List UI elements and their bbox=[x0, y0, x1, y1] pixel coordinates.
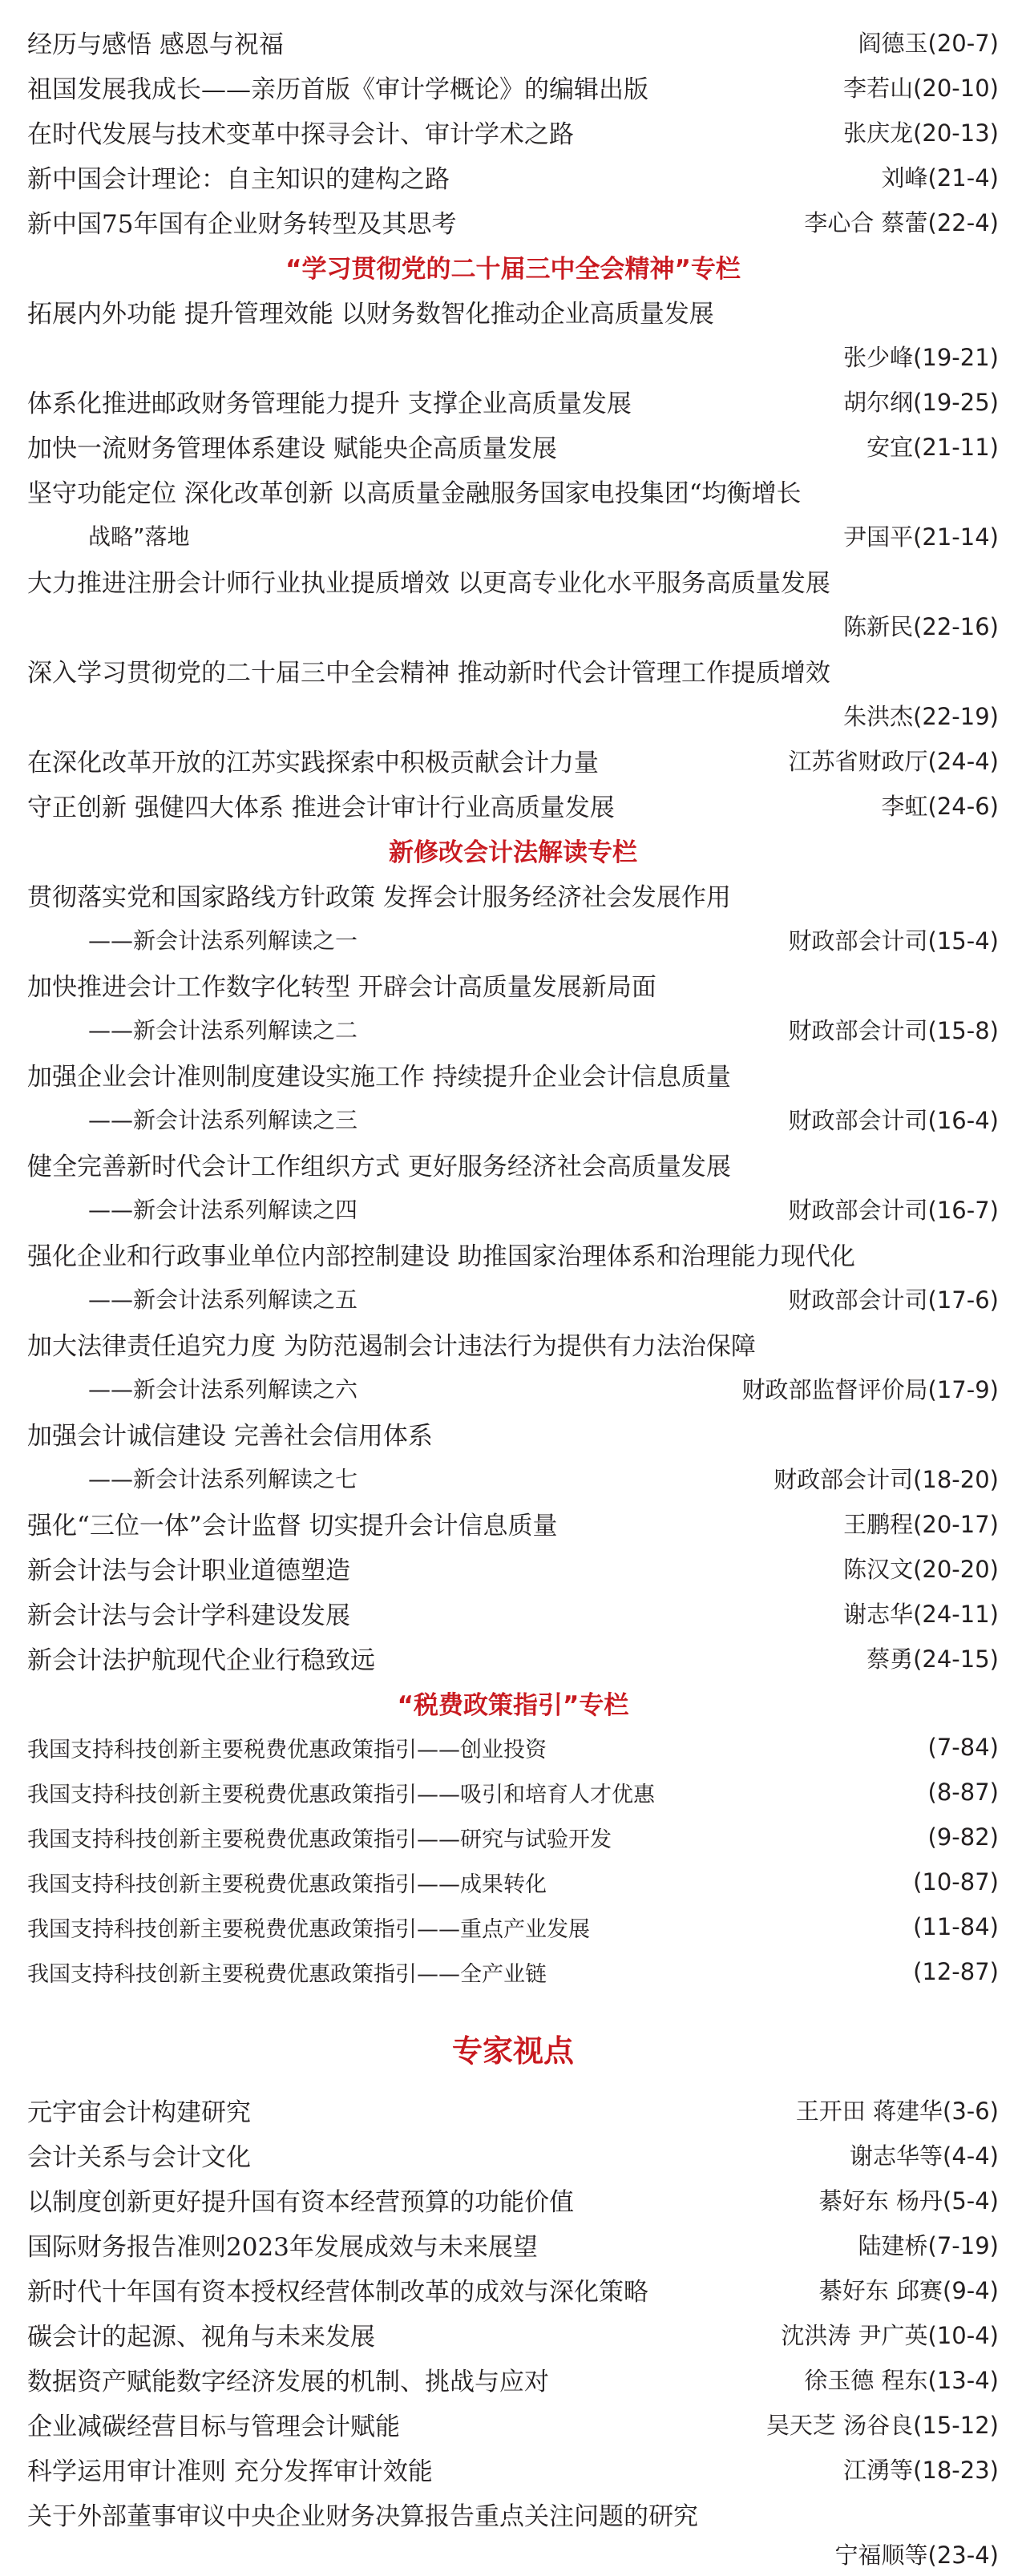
list-item bbox=[88, 1456, 999, 1500]
article-title: 数据资产赋能数字经济发展的机制、挑战与应对 bbox=[27, 2367, 549, 2396]
article-author: 綦好东 邱赛(9-4) bbox=[818, 2276, 999, 2304]
article-author: 徐玉德 程东(13-4) bbox=[804, 2366, 999, 2394]
article-title: 经历与感悟 感恩与祝福 bbox=[27, 30, 284, 59]
article-title: 深入学习贯彻党的二十届三中全会精神 推动新时代会计管理工作提质增效 bbox=[27, 658, 830, 688]
article-author: 綦好东 杨丹(5-4) bbox=[818, 2186, 999, 2215]
list-item bbox=[27, 2312, 999, 2356]
list-item bbox=[27, 423, 999, 468]
list-item bbox=[27, 1590, 999, 1635]
article-author: 谢志华等(4-4) bbox=[850, 2142, 999, 2170]
list-item bbox=[27, 19, 999, 64]
article-title: 祖国发展我成长——亲历首版《审计学概论》的编辑出版 bbox=[27, 75, 648, 104]
article-title: 我国支持科技创新主要税费优惠政策指引——成果转化 bbox=[27, 1871, 547, 1897]
list-item bbox=[27, 782, 999, 827]
article-author: 胡尔纲(19-25) bbox=[843, 388, 999, 416]
list-item bbox=[27, 2491, 999, 2536]
article-author: 安宜(21-11) bbox=[866, 433, 999, 461]
list-item bbox=[27, 1500, 999, 1545]
article-title: 科学运用审计准则 充分发挥审计效能 bbox=[27, 2457, 433, 2486]
section-heading-expert-views: 专家视点 bbox=[451, 2033, 574, 2069]
article-author: 财政部会计司(16-7) bbox=[788, 1196, 999, 1224]
article-title: 贯彻落实党和国家路线方针政策 发挥会计服务经济社会发展作用 bbox=[27, 882, 731, 912]
list-item bbox=[27, 1770, 999, 1815]
list-item bbox=[27, 2267, 999, 2312]
article-title: 我国支持科技创新主要税费优惠政策指引——吸引和培育人才优惠 bbox=[27, 1782, 655, 1807]
article-title: 新会计法护航现代企业行稳致远 bbox=[27, 1645, 375, 1675]
article-author: 陈汉文(20-20) bbox=[843, 1555, 999, 1583]
article-author: 江湧等(18-23) bbox=[843, 2456, 999, 2484]
article-title: 在深化改革开放的江苏实践探索中积极贡献会计力量 bbox=[27, 748, 599, 777]
list-item bbox=[27, 109, 999, 154]
article-title: 加快一流财务管理体系建设 赋能央企高质量发展 bbox=[27, 434, 557, 463]
list-item bbox=[27, 1949, 999, 1994]
list-item bbox=[27, 2087, 999, 2132]
list-item bbox=[27, 603, 999, 648]
article-title: 强化企业和行政事业单位内部控制建设 助推国家治理体系和治理能力现代化 bbox=[27, 1242, 855, 1271]
list-item bbox=[27, 468, 999, 513]
article-title: 元宇宙会计构建研究 bbox=[27, 2098, 251, 2127]
article-author: 李若山(20-10) bbox=[843, 74, 999, 102]
list-item bbox=[27, 64, 999, 109]
list-item bbox=[27, 558, 999, 603]
article-author: 王开田 蒋建华(3-6) bbox=[795, 2097, 999, 2125]
article-pages: (10-87) bbox=[913, 1868, 999, 1896]
article-title: 加强企业会计准则制度建设实施工作 持续提升企业会计信息质量 bbox=[27, 1062, 731, 1092]
article-author: 张少峰(19-21) bbox=[843, 343, 999, 371]
list-item bbox=[27, 154, 999, 199]
column-heading-tax-policy: “税费政策指引”专栏 bbox=[397, 1690, 629, 1720]
article-author: 朱洪杰(22-19) bbox=[843, 702, 999, 730]
article-author: 财政部监督评价局(17-9) bbox=[741, 1375, 999, 1403]
article-author: 王鹏程(20-17) bbox=[843, 1510, 999, 1538]
article-pages: (7-84) bbox=[927, 1734, 999, 1761]
list-item bbox=[88, 1007, 999, 1052]
article-author: 财政部会计司(15-8) bbox=[788, 1016, 999, 1044]
article-title: 新中国75年国有企业财务转型及其思考 bbox=[27, 209, 457, 239]
list-item bbox=[27, 2132, 999, 2177]
article-title: 体系化推进邮政财务管理能力提升 支撑企业高质量发展 bbox=[27, 389, 632, 418]
article-author: 蔡勇(24-15) bbox=[866, 1645, 999, 1673]
article-author: 财政部会计司(18-20) bbox=[774, 1465, 999, 1493]
list-item bbox=[27, 2531, 999, 2576]
list-item bbox=[27, 1411, 999, 1456]
list-item bbox=[27, 2222, 999, 2267]
article-pages: (9-82) bbox=[927, 1823, 999, 1851]
article-title: 我国支持科技创新主要税费优惠政策指引——重点产业发展 bbox=[27, 1916, 590, 1942]
column-heading-accounting-law: 新修改会计法解读专栏 bbox=[389, 838, 637, 867]
list-item bbox=[27, 1141, 999, 1186]
article-subtitle: ——新会计法系列解读之一 bbox=[88, 927, 358, 954]
article-title: 我国支持科技创新主要税费优惠政策指引——全产业链 bbox=[27, 1961, 547, 1987]
article-title: 国际财务报告准则2023年发展成效与未来展望 bbox=[27, 2232, 538, 2262]
article-title: 我国支持科技创新主要税费优惠政策指引——研究与试验开发 bbox=[27, 1827, 612, 1852]
list-item bbox=[27, 1815, 999, 1859]
article-subtitle: ——新会计法系列解读之五 bbox=[88, 1286, 358, 1313]
article-author: 吴天芝 汤谷良(15-12) bbox=[765, 2411, 999, 2439]
article-author: 刘峰(21-4) bbox=[881, 164, 999, 192]
article-author: 财政部会计司(16-4) bbox=[788, 1106, 999, 1134]
article-title: 守正创新 强健四大体系 推进会计审计行业高质量发展 bbox=[27, 793, 615, 822]
list-item bbox=[88, 1366, 999, 1411]
article-author: 张庆龙(20-13) bbox=[843, 119, 999, 147]
article-author: 陈新民(22-16) bbox=[843, 612, 999, 640]
article-author: 江苏省财政厅(24-4) bbox=[788, 747, 999, 775]
list-item bbox=[27, 1635, 999, 1680]
article-title: 加快推进会计工作数字化转型 开辟会计高质量发展新局面 bbox=[27, 972, 656, 1002]
list-item bbox=[27, 1231, 999, 1276]
article-title: 强化“三位一体”会计监督 切实提升会计信息质量 bbox=[27, 1511, 558, 1540]
article-author: 尹国平(21-14) bbox=[843, 523, 999, 551]
list-item bbox=[27, 1904, 999, 1949]
list-item bbox=[27, 1725, 999, 1770]
article-subtitle: ——新会计法系列解读之二 bbox=[88, 1017, 358, 1044]
article-author: 陆建桥(7-19) bbox=[858, 2231, 999, 2259]
list-item bbox=[27, 737, 999, 782]
article-title: 新会计法与会计职业道德塑造 bbox=[27, 1556, 350, 1585]
article-author: 谢志华(24-11) bbox=[843, 1600, 999, 1628]
article-title: 加强会计诚信建设 完善社会信用体系 bbox=[27, 1421, 433, 1451]
article-title: 大力推进注册会计师行业执业提质增效 以更高专业化水平服务高质量发展 bbox=[27, 568, 830, 598]
article-title: 以制度创新更好提升国有资本经营预算的功能价值 bbox=[27, 2187, 574, 2217]
article-title: 坚守功能定位 深化改革创新 以高质量金融服务国家电投集团“均衡增长 bbox=[27, 478, 802, 508]
list-item bbox=[88, 1276, 999, 1321]
article-title: 健全完善新时代会计工作组织方式 更好服务经济社会高质量发展 bbox=[27, 1152, 731, 1181]
column-heading-study-plenum: “学习贯彻党的二十届三中全会精神”专栏 bbox=[285, 254, 741, 284]
article-title: 关于外部董事审议中央企业财务决算报告重点关注问题的研究 bbox=[27, 2501, 698, 2531]
list-item bbox=[88, 513, 999, 558]
article-title: 加大法律责任追究力度 为防范遏制会计违法行为提供有力法治保障 bbox=[27, 1331, 756, 1361]
article-title: 新中国会计理论：自主知识的建构之路 bbox=[27, 164, 450, 194]
article-author: 财政部会计司(15-4) bbox=[788, 927, 999, 955]
article-title: 企业减碳经营目标与管理会计赋能 bbox=[27, 2412, 400, 2441]
article-author: 李心合 蔡蕾(22-4) bbox=[804, 208, 999, 236]
list-item bbox=[27, 692, 999, 737]
list-item bbox=[27, 1545, 999, 1590]
list-item bbox=[27, 648, 999, 692]
list-item bbox=[27, 1052, 999, 1096]
list-item bbox=[88, 1186, 999, 1231]
list-item bbox=[27, 378, 999, 423]
article-title: 会计关系与会计文化 bbox=[27, 2142, 251, 2172]
article-author: 宁福顺等(23-4) bbox=[834, 2541, 999, 2569]
list-item bbox=[27, 2446, 999, 2491]
article-title: 拓展内外功能 提升管理效能 以财务数智化推动企业高质量发展 bbox=[27, 299, 714, 329]
article-title: 新会计法与会计学科建设发展 bbox=[27, 1601, 350, 1630]
list-item bbox=[27, 1321, 999, 1366]
article-title: 我国支持科技创新主要税费优惠政策指引——创业投资 bbox=[27, 1737, 547, 1762]
article-pages: (8-87) bbox=[927, 1779, 999, 1806]
article-title: 碳会计的起源、视角与未来发展 bbox=[27, 2322, 375, 2352]
article-author: 财政部会计司(17-6) bbox=[788, 1286, 999, 1314]
article-title: 新时代十年国有资本授权经营体制改革的成效与深化策略 bbox=[27, 2277, 648, 2307]
article-subtitle: ——新会计法系列解读之六 bbox=[88, 1376, 358, 1403]
list-item bbox=[27, 199, 999, 244]
article-author: 阎德玉(20-7) bbox=[858, 29, 999, 57]
article-pages: (11-84) bbox=[913, 1913, 999, 1940]
list-item bbox=[27, 289, 999, 333]
list-item bbox=[27, 2177, 999, 2222]
list-item bbox=[27, 872, 999, 917]
list-item bbox=[27, 1859, 999, 1904]
list-item bbox=[27, 962, 999, 1007]
list-item bbox=[27, 2356, 999, 2401]
list-item bbox=[27, 333, 999, 378]
article-pages: (12-87) bbox=[913, 1958, 999, 1985]
article-subtitle: ——新会计法系列解读之三 bbox=[88, 1107, 358, 1133]
article-author: 沈洪涛 尹广英(10-4) bbox=[781, 2321, 999, 2349]
article-title: 在时代发展与技术变革中探寻会计、审计学术之路 bbox=[27, 119, 574, 149]
list-item bbox=[27, 2401, 999, 2446]
list-item bbox=[88, 917, 999, 962]
article-subtitle: ——新会计法系列解读之四 bbox=[88, 1197, 358, 1223]
article-title-continued: 战略”落地 bbox=[88, 523, 190, 550]
list-item bbox=[88, 1096, 999, 1141]
article-subtitle: ——新会计法系列解读之七 bbox=[88, 1466, 358, 1492]
article-author: 李虹(24-6) bbox=[881, 792, 999, 820]
